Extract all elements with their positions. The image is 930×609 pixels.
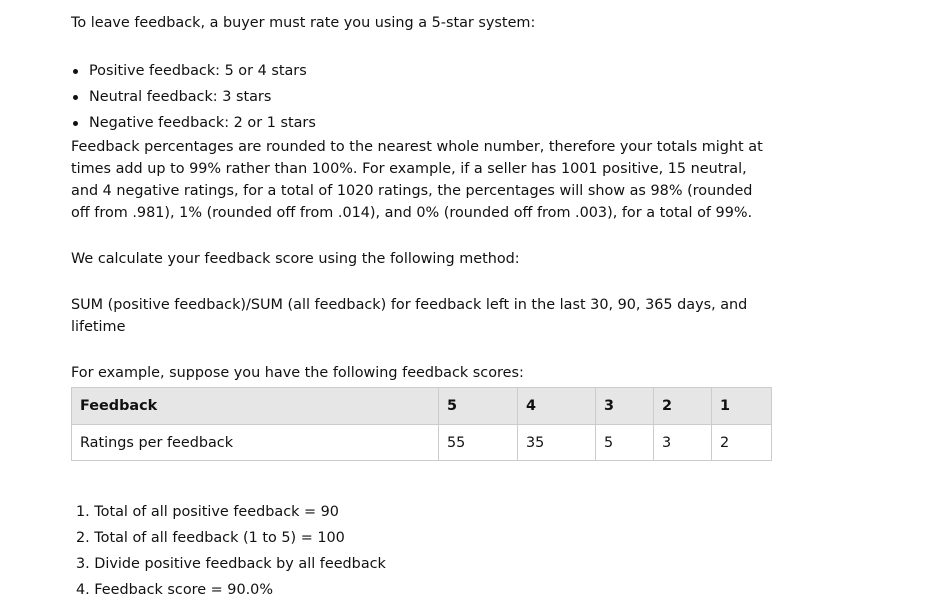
table-cell: 35 bbox=[518, 425, 596, 461]
list-item: 4. Feedback score = 90.0% bbox=[76, 582, 273, 598]
table-header-cell: 5 bbox=[439, 388, 518, 425]
table-row bbox=[72, 425, 772, 461]
table-cell: Ratings per feedback bbox=[72, 425, 439, 461]
rounding-note: Feedback percentages are rounded to the nearest whole number, therefore your totals might at times add up to 99% rather than 100%. For example, if a seller has 1001 positive, 15 neutral, and 4 negative ratings, for a total of 1020 ratings, the percentages will show as 98% (rounded off from .981), 1% (rounded off from .014), and 0% (rounded off from .003), for a total of 99%. bbox=[71, 139, 763, 221]
table-cell: 2 bbox=[712, 425, 772, 461]
table-cell: 3 bbox=[654, 425, 712, 461]
table-cell: 55 bbox=[439, 425, 518, 461]
feedback-table bbox=[71, 387, 772, 461]
table-header-cell: Feedback bbox=[72, 388, 439, 425]
list-item: 2. Total of all feedback (1 to 5) = 100 bbox=[76, 530, 345, 546]
article-content bbox=[71, 12, 791, 384]
list-item-positive: Positive feedback: 5 or 4 stars bbox=[89, 58, 791, 84]
list-item-neutral: Neutral feedback: 3 stars bbox=[89, 84, 791, 110]
star-rating-list bbox=[71, 58, 791, 136]
table-header-cell: 3 bbox=[596, 388, 654, 425]
list-item: 3. Divide positive feedback by all feedback bbox=[76, 556, 386, 572]
formula-text: SUM (positive feedback)/SUM (all feedback) for feedback left in the last 30, 90, 365 days, and lifetime bbox=[71, 297, 748, 335]
table-header-row bbox=[72, 388, 772, 425]
table-header-cell: 2 bbox=[654, 388, 712, 425]
list-item: 1. Total of all positive feedback = 90 bbox=[76, 504, 339, 520]
list-item-negative: Negative feedback: 2 or 1 stars bbox=[89, 110, 791, 136]
intro-text: To leave feedback, a buyer must rate you using a 5-star system: bbox=[71, 15, 536, 31]
example-intro-text: For example, suppose you have the following feedback scores: bbox=[71, 365, 524, 381]
table-header-cell: 4 bbox=[518, 388, 596, 425]
table-header-cell: 1 bbox=[712, 388, 772, 425]
calculation-steps bbox=[76, 499, 386, 603]
table-cell: 5 bbox=[596, 425, 654, 461]
method-intro-text: We calculate your feedback score using the following method: bbox=[71, 251, 520, 267]
